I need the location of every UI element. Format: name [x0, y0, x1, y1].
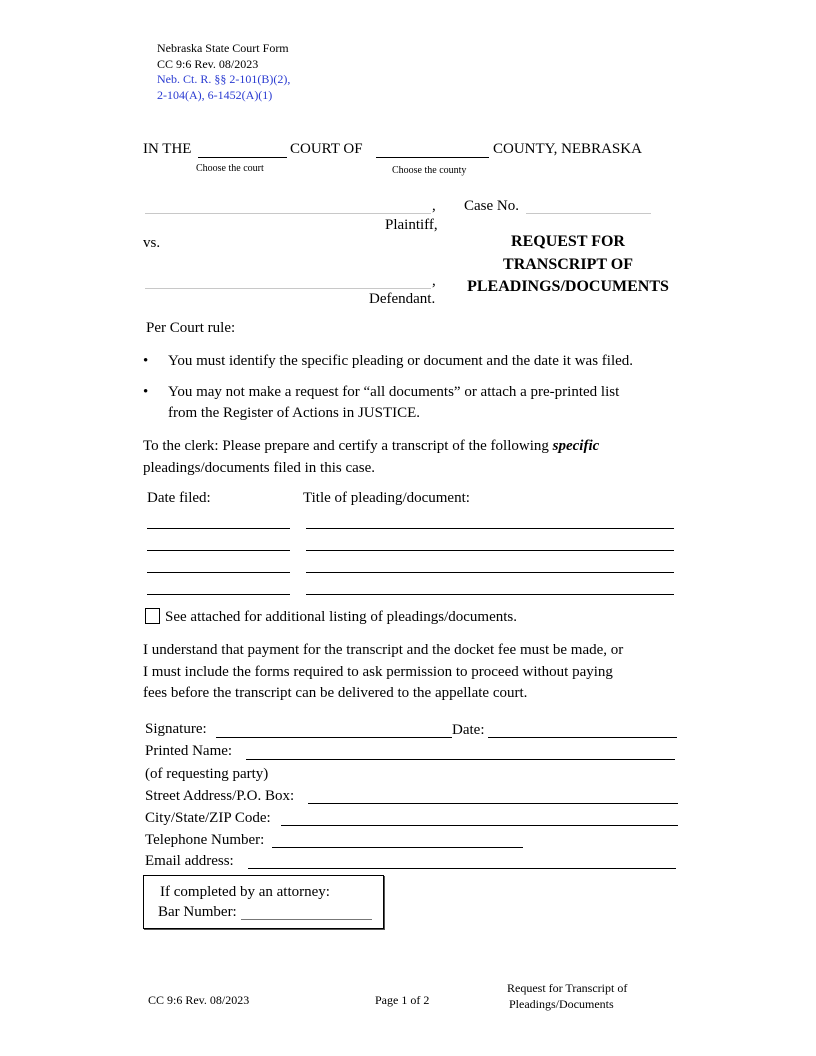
printed-name-label: Printed Name:	[145, 743, 233, 759]
form-name: Nebraska State Court Form	[157, 41, 289, 55]
rules-intro: Per Court rule:	[146, 320, 236, 336]
city-state-zip-label: City/State/ZIP Code:	[145, 810, 271, 826]
in-the-label: IN THE	[143, 141, 192, 157]
document-title-field-2[interactable]	[306, 534, 674, 551]
payment-line3: fees before the transcript can be delivered to the appellate court.	[143, 685, 528, 701]
attached-listing-checkbox[interactable]	[145, 608, 160, 624]
document-title-field-3[interactable]	[306, 556, 674, 573]
plaintiff-field[interactable]	[145, 197, 431, 214]
title-line1: REQUEST FOR	[511, 233, 625, 250]
county-nebraska-label: COUNTY, NEBRASKA	[493, 141, 642, 157]
footer-revision: CC 9:6 Rev. 08/2023	[148, 993, 250, 1007]
bullet-marker-2: •	[143, 384, 149, 400]
telephone-field[interactable]	[272, 831, 523, 848]
defendant-comma: ,	[432, 273, 436, 289]
footer-page-number: Page 1 of 2	[375, 993, 430, 1007]
clerk-line1	[143, 436, 599, 458]
document-title-field-4[interactable]	[306, 578, 674, 595]
date-label: Date:	[452, 722, 485, 738]
rule-citation-line1: Neb. Ct. R. §§ 2-101(B)(2),	[157, 72, 291, 86]
clerk-line2: pleadings/documents filed in this case.	[143, 459, 376, 476]
signature-date-field[interactable]	[488, 721, 677, 738]
rule-bullet-1: You must identify the specific pleading or document and the date it was filed.	[168, 353, 634, 369]
payment-line1: I understand that payment for the transcript and the docket fee must be made, or	[143, 642, 624, 658]
bullet-marker-1: •	[143, 353, 149, 369]
plaintiff-label: Plaintiff,	[385, 217, 438, 233]
date-filed-header: Date filed:	[147, 490, 211, 506]
requesting-party-label: (of requesting party)	[145, 766, 269, 782]
case-no-field[interactable]	[526, 197, 651, 214]
document-title-field-1[interactable]	[306, 512, 674, 529]
court-of-label: COURT OF	[290, 141, 363, 157]
date-filed-field-1[interactable]	[147, 512, 290, 529]
city-state-zip-field[interactable]	[281, 809, 678, 826]
court-hint: Choose the court	[196, 163, 264, 174]
footer-title-line2: Pleadings/Documents	[509, 997, 614, 1011]
form-header	[157, 41, 290, 103]
date-filed-field-3[interactable]	[147, 556, 290, 573]
rule-bullet-2	[168, 382, 619, 424]
county-field[interactable]	[376, 141, 489, 158]
document-title	[458, 231, 678, 299]
attached-listing-label: See attached for additional listing of pleadings/documents.	[165, 609, 517, 625]
rule-citation-line2: 2-104(A), 6-1452(A)(1)	[157, 87, 273, 102]
county-hint: Choose the county	[392, 165, 467, 176]
defendant-field[interactable]	[145, 272, 431, 289]
clerk-emphasis: specific	[552, 438, 600, 454]
rule-bullet-2-line2: from the Register of Actions in JUSTICE.	[168, 405, 421, 421]
court-field[interactable]	[198, 141, 287, 158]
title-line2: TRANSCRIPT OF	[503, 255, 633, 273]
street-address-field[interactable]	[308, 787, 678, 804]
clerk-line1-text: To the clerk: Please prepare and certify a transcript of the following	[143, 438, 553, 454]
bar-number-label: Bar Number:	[158, 904, 237, 920]
email-label: Email address:	[145, 853, 234, 869]
signature-field[interactable]	[216, 721, 452, 738]
form-revision: CC 9:6 Rev. 08/2023	[157, 56, 259, 71]
clerk-instruction	[143, 436, 599, 479]
defendant-label: Defendant.	[369, 291, 436, 307]
date-filed-field-2[interactable]	[147, 534, 290, 551]
footer-title-line1: Request for Transcript of	[507, 981, 628, 995]
vs-label: vs.	[143, 235, 161, 251]
printed-name-field[interactable]	[246, 743, 675, 760]
title-line3: PLEADINGS/DOCUMENTS	[467, 278, 669, 295]
rule-bullet-2-line1: You may not make a request for “all documents” or attach a pre-printed list	[168, 384, 620, 400]
street-address-label: Street Address/P.O. Box:	[145, 788, 295, 804]
case-no-label: Case No.	[464, 198, 519, 214]
email-field[interactable]	[248, 852, 676, 869]
footer-form-title	[507, 980, 627, 1012]
attorney-heading: If completed by an attorney:	[160, 884, 330, 900]
bar-number-field[interactable]	[241, 903, 372, 920]
payment-line2: I must include the forms required to ask permission to proceed without paying	[143, 663, 613, 680]
date-filed-field-4[interactable]	[147, 578, 290, 595]
signature-label: Signature:	[145, 721, 207, 737]
plaintiff-comma: ,	[432, 198, 436, 214]
title-header: Title of pleading/document:	[303, 490, 470, 506]
telephone-label: Telephone Number:	[145, 832, 265, 848]
payment-statement	[143, 640, 623, 705]
